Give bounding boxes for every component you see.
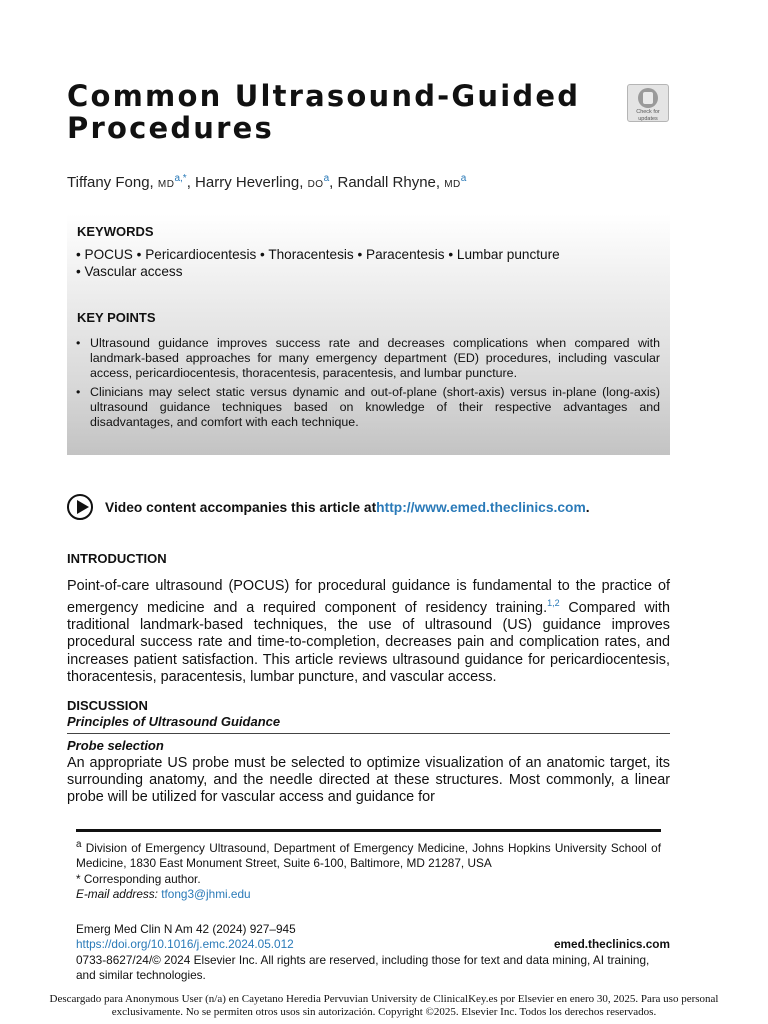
- probe-selection-heading: Probe selection: [67, 738, 164, 753]
- email-line: [76, 887, 661, 902]
- affiliation-mark: a: [76, 839, 82, 850]
- discussion-heading: DISCUSSION: [67, 698, 148, 713]
- author-list: Tiffany Fong, $MD^{a,*}$, Harry Heverling, $DO^a$, Randall Rhyne, $MD^a$: [67, 173, 467, 191]
- article-title: Common Ultrasound-Guided Procedures: [67, 79, 581, 145]
- key-point-text: Clinicians may select static versus dynamic and out-of-plane (short-axis) versus in-plane (long-axis) ultrasound guidance techniques based on knowledge of their respective advantages and disadvantages, and comfort with each technique.: [90, 385, 660, 429]
- intro-text: Point-of-care ultrasound (POCUS) for procedural guidance is fundamental to the practice of emergency medicine and a required component of residency training.: [67, 578, 670, 616]
- keywords-key-points-box: [67, 214, 670, 455]
- footnote-rule: [76, 829, 661, 832]
- intro-text: Compared with traditional landmark-based techniques, the use of ultrasound (US) guidance improves procedural success rate and time-to-completion, decreases pain and complication rates, and increases patient satisfaction. This article reviews ultrasound guidance for pericardiocentesis, thoracentesis, paracentesis, lumbar puncture, and vascular access.: [67, 600, 670, 685]
- copyright-rights: 0733-8627/24/© 2024 Elsevier Inc. All rights are reserved, including those for text and data mining, AI training, and similar technologies.: [76, 952, 650, 982]
- keywords-heading: KEYWORDS: [77, 224, 154, 239]
- citation-block: [76, 922, 670, 983]
- doi-row: [76, 937, 670, 952]
- corresponding-author: * Corresponding author.: [76, 871, 201, 886]
- key-point-item: [76, 385, 660, 430]
- journal-site[interactable]: emed.theclinics.com: [553, 937, 670, 952]
- footnotes: [76, 837, 661, 903]
- author-name: Harry Heverling,: [195, 174, 304, 191]
- key-points-heading: KEY POINTS: [77, 310, 156, 325]
- video-link[interactable]: http://www.emed.theclinics.com: [376, 499, 586, 515]
- author-degree: MD: [157, 179, 175, 190]
- introduction-heading: INTRODUCTION: [67, 551, 167, 566]
- badge-line-2: updates: [638, 116, 658, 122]
- author-affiliation-mark[interactable]: a: [323, 173, 330, 184]
- bullet: •: [76, 336, 81, 350]
- author-affiliation-mark[interactable]: a,*: [174, 173, 187, 184]
- author-affiliation-mark[interactable]: a: [460, 173, 467, 184]
- check-for-updates-badge[interactable]: [627, 84, 669, 122]
- key-point-text: Ultrasound guidance improves success rate and decreases complications when compared with landmark-based approaches for many emergency department (ED) procedures, including vascular access, pericardiocentesis, thoracentesis, paracentesis, and lumbar puncture.: [90, 336, 660, 380]
- affiliation-text: Division of Emergency Ultrasound, Department of Emergency Medicine, Johns Hopkins University School of Medicine, 1830 East Monument Street, Suite 6-100, Baltimore, MD 21287, USA: [76, 840, 661, 871]
- author-name: Randall Rhyne,: [337, 174, 441, 191]
- download-notice: Descargado para Anonymous User (n/a) en Cayetano Heredia Pervuvian University de ClinicalKey.es por Elsevier en enero 30, 2025. Para uso personal exclusivamente. No se permiten otros usos sin autorización. Copyright ©2025. Elsevier Inc. Todos los derechos reservados.: [49, 993, 719, 1018]
- principles-subheading: Principles of Ultrasound Guidance: [67, 714, 281, 729]
- keywords-line: • Vascular access: [76, 264, 183, 279]
- keywords-line: • POCUS • Pericardiocentesis • Thoracentesis • Paracentesis • Lumbar puncture: [76, 247, 560, 262]
- author-name: Tiffany Fong,: [67, 174, 154, 191]
- section-rule: [67, 733, 670, 734]
- email-link[interactable]: tfong3@jhmi.edu: [161, 887, 251, 902]
- key-point-item: [76, 336, 660, 381]
- probe-selection-paragraph: An appropriate US probe must be selected to optimize visualization of an anatomic target, its surrounding anatomy, and the needle directed at these structures. Most commonly, a linear probe will be utilized for vascular access and guidance for: [67, 755, 670, 806]
- video-notice-text: Video content accompanies this article at: [105, 499, 377, 515]
- play-icon[interactable]: [67, 494, 93, 520]
- affiliation-footnote: [76, 837, 661, 872]
- bookmark-icon: [638, 88, 658, 108]
- email-label: E-mail address:: [76, 887, 158, 902]
- doi-link[interactable]: https://doi.org/10.1016/j.emc.2024.05.012: [76, 937, 294, 952]
- author-degree: DO: [307, 179, 324, 190]
- bullet: •: [76, 385, 81, 399]
- video-notice-suffix: .: [585, 499, 590, 515]
- author-degree: MD: [444, 179, 461, 190]
- journal-citation: Emerg Med Clin N Am 42 (2024) 927–945: [76, 922, 296, 936]
- reference-link[interactable]: 1,2: [547, 598, 560, 609]
- badge-line-1: Check for: [636, 109, 660, 115]
- video-notice: [67, 493, 590, 521]
- introduction-paragraph: [67, 578, 670, 686]
